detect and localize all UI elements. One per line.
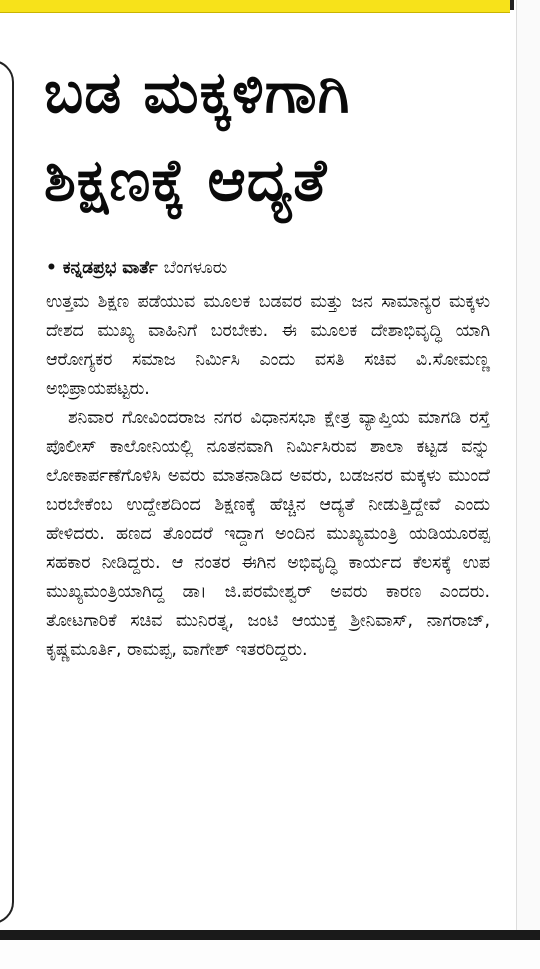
article-paragraph: ಶನಿವಾರ ಗೋವಿಂದರಾಜ ನಗರ ವಿಧಾನಸಭಾ ಕ್ಷೇತ್ರ ವ್ಯಾಪ್ತಿಯ ಮಾಗಡಿ ರಸ್ತೆ ಪೊಲೀಸ್ ಕಾಲೋನಿಯಲ್ಲಿ ನೂತನವಾಗಿ ನಿರ್ಮಿಸಿರುವ ಶಾಲಾ ಕಟ್ಟಡ ವನ್ನು ಲೋಕಾರ್ಪಣೆಗೊಳಿಸಿ ಅವರು ಮಾತನಾಡಿದ ಅವರು, ಬಡಜನರ ಮಕ್ಕಳು ಮುಂದೆ ಬರಬೇಕೆಂಬ ಉದ್ದೇಶದಿಂದ ಶಿಕ್ಷಣಕ್ಕೆ ಹೆಚ್ಚಿನ ಆದ್ಯತೆ ನೀಡುತ್ತಿದ್ದೇವೆ ಎಂದು ಹೇಳಿದರು. ಹಣದ ತೊಂದರೆ ಇದ್ದಾಗ ಅಂದಿನ ಮುಖ್ಯಮಂತ್ರಿ ಯಡಿಯೂರಪ್ಪ ಸಹಕಾರ ನೀಡಿದ್ದರು. ಆ ನಂತರ ಈಗಿನ ಅಭಿವೃದ್ಧಿ ಕಾರ್ಯದ ಕೆಲಸಕ್ಕೆ ಉಪ ಮುಖ್ಯಮಂತ್ರಿಯಾಗಿದ್ದ ಡಾ। ಜಿ.ಪರಮೇಶ್ವರ್ ಅವರು ಕಾರಣ ಎಂದರು. ತೋಟಗಾರಿಕೆ ಸಚಿವ ಮುನಿರತ್ನ, ಜಂಟಿ ಆಯುಕ್ತ ಶ್ರೀನಿವಾಸ್, ನಾಗರಾಜ್, ಕೃಷ್ಣಮೂರ್ತಿ, ರಾಮಪ್ಪ, ವಾಗೇಶ್ ಇತರರಿದ್ದರು. <box>46 408 490 660</box>
adjacent-column-edge <box>516 0 540 932</box>
top-yellow-band <box>0 0 510 13</box>
byline-agency: ಕನ್ನಡಪ್ರಭ ವಾರ್ತೆ <box>62 258 158 278</box>
article-border-bracket <box>0 60 14 924</box>
headline-line-2: ಶಿಕ್ಷಣಕ್ಕೆ ಆದ್ಯತೆ <box>44 146 328 214</box>
article-paragraph: ಉತ್ತಮ ಶಿಕ್ಷಣ ಪಡೆಯುವ ಮೂಲಕ ಬಡವರ ಮತ್ತು ಜನ ಸಾಮಾನ್ಯರ ಮಕ್ಕಳು ದೇಶದ ಮುಖ್ಯ ವಾಹಿನಿಗೆ ಬರಬೇಕು. ಈ ಮೂಲಕ ದೇಶಾಭಿವೃದ್ಧಿ ಯಾಗಿ ಆರೋಗ್ಯಕರ ಸಮಾಜ ನಿರ್ಮಿಸಿ ಎಂದು ವಸತಿ ಸಚಿವ ವಿ.ಸೋಮಣ್ಣ ಅಭಿಪ್ರಾಯಪಟ್ಟರು. <box>46 292 490 399</box>
bottom-rule <box>0 930 540 940</box>
article-body <box>46 288 490 665</box>
article-byline <box>46 256 486 280</box>
headline-line-1: ಬಡ ಮಕ್ಕಳಿಗಾಗಿ <box>44 58 351 126</box>
byline-city: ಬೆಂಗಳೂರು <box>163 258 228 278</box>
bottom-margin <box>0 940 540 969</box>
bullet-icon: • <box>46 258 57 278</box>
column-divider-rule <box>510 0 514 10</box>
article-headline <box>44 48 484 224</box>
